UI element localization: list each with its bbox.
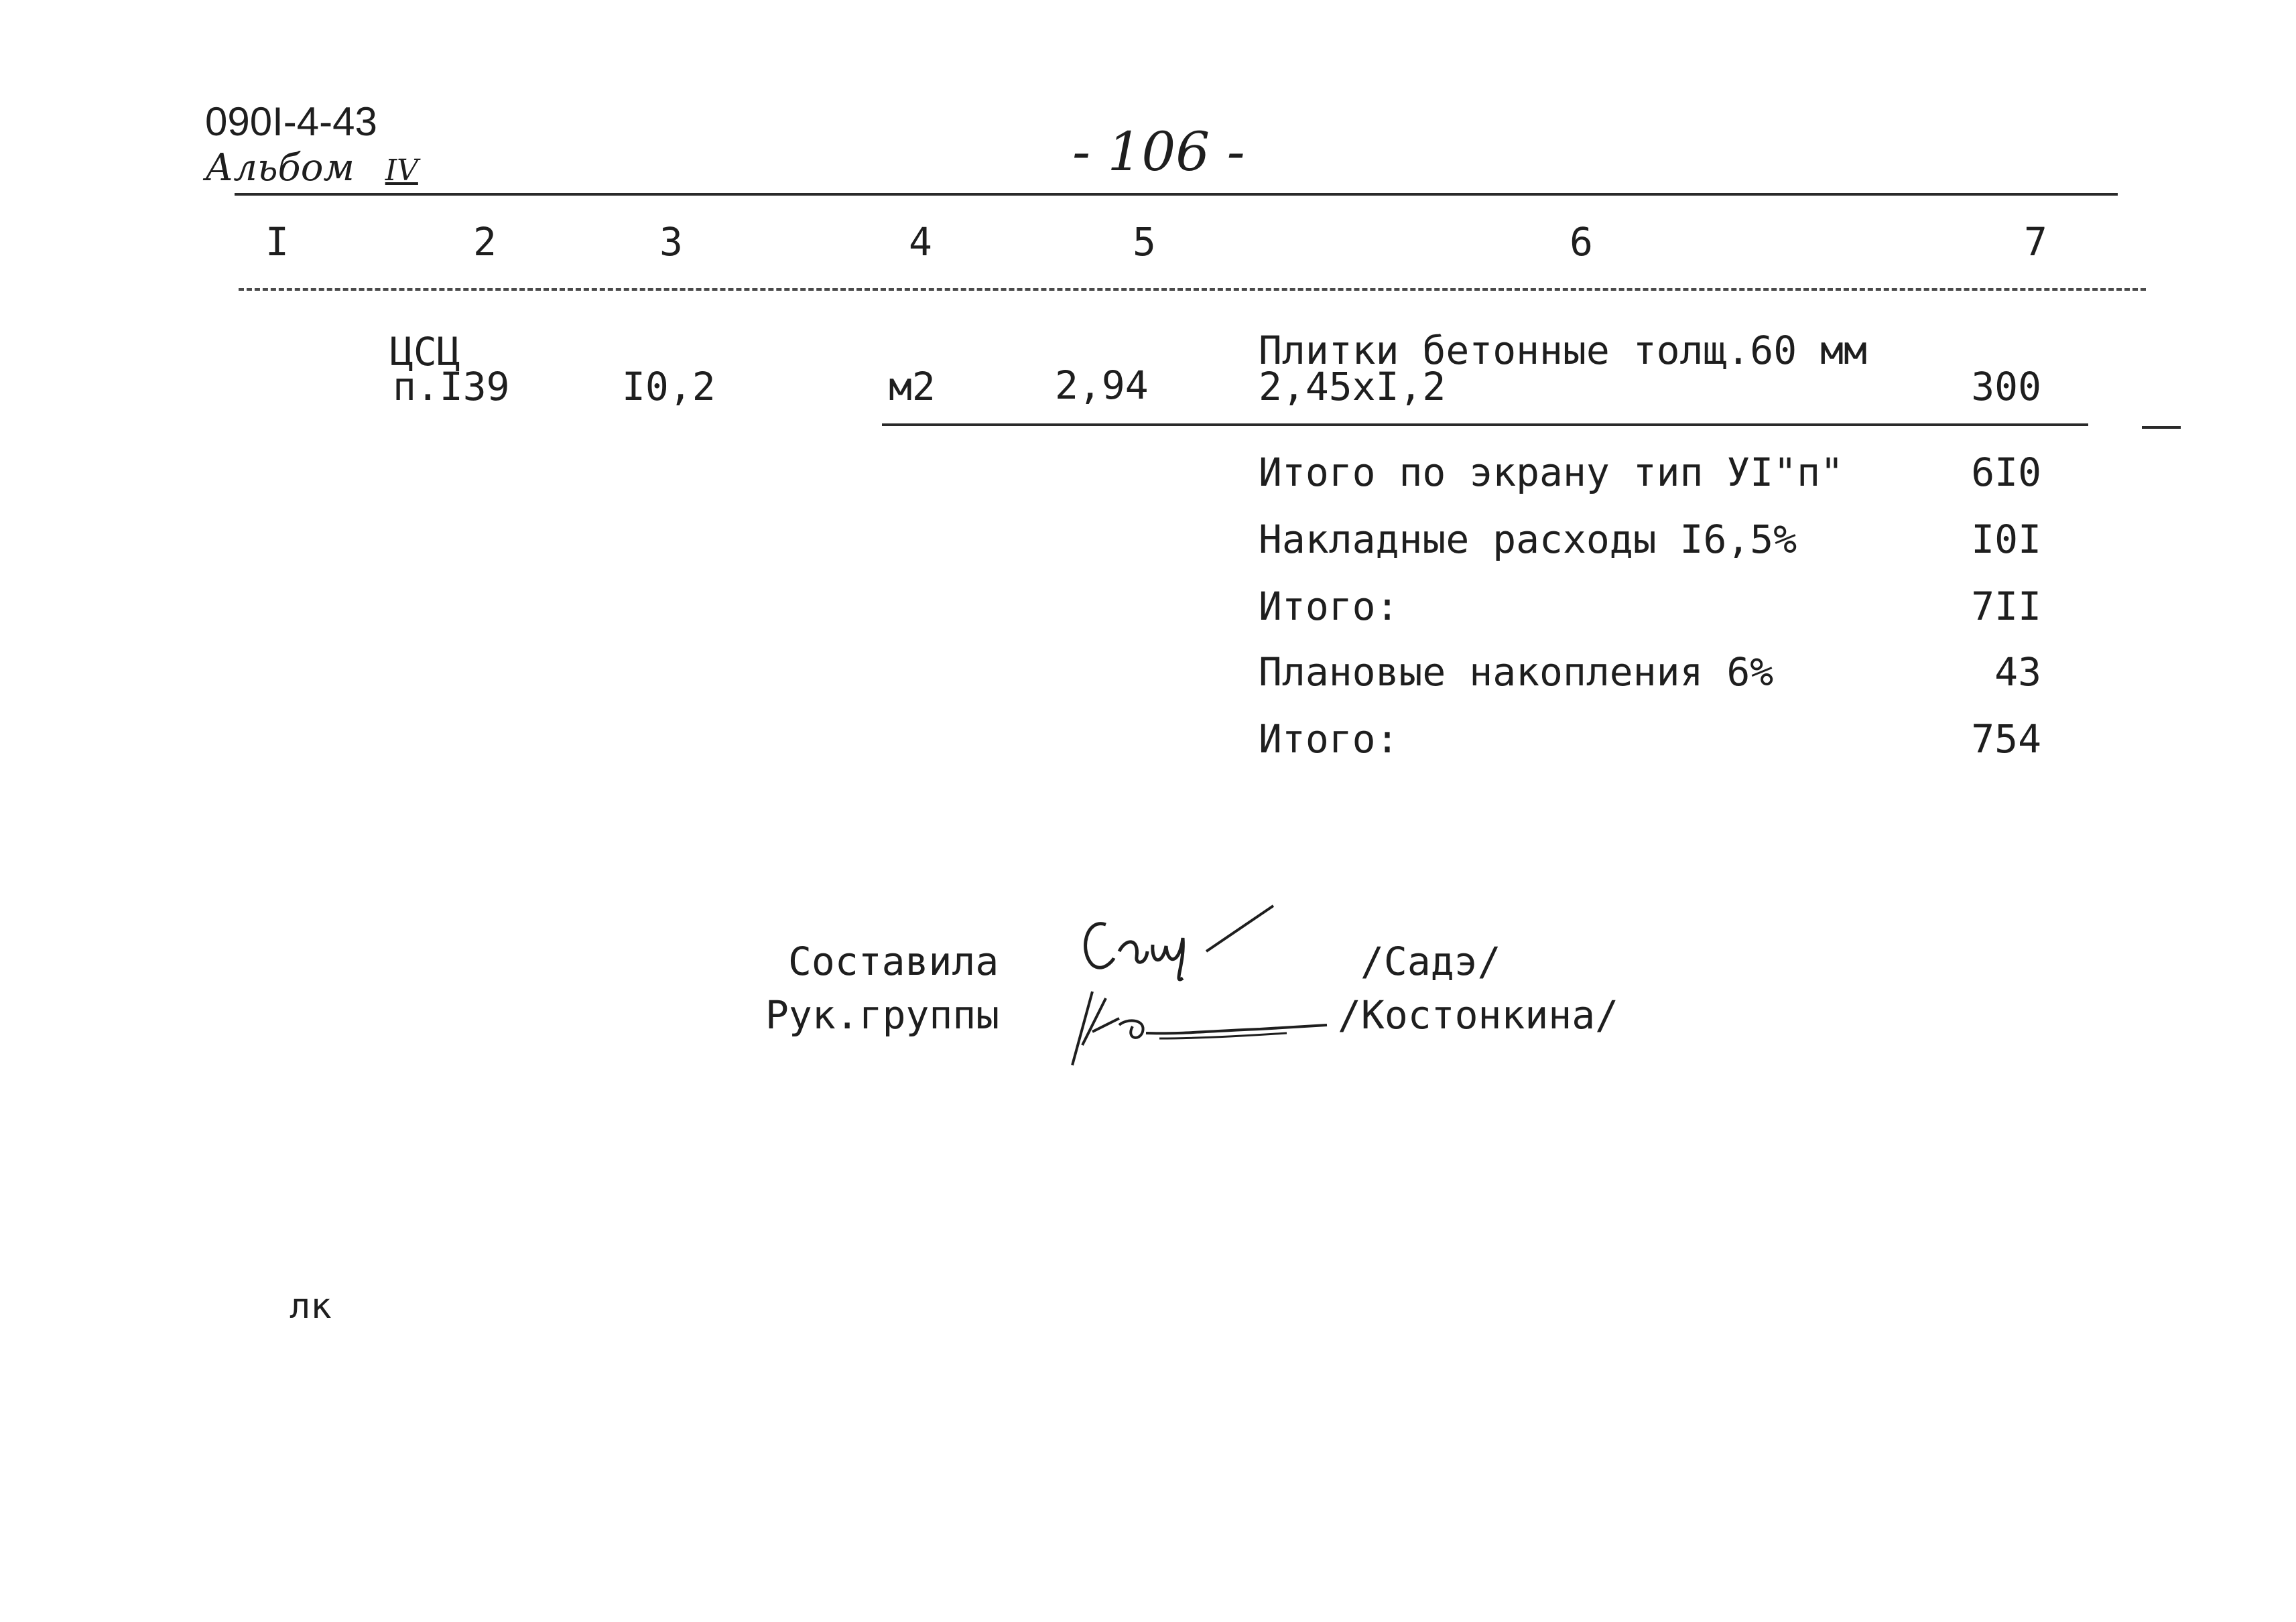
cell-description-line1: Плитки бетонные толщ.60 мм <box>1259 328 1867 373</box>
row-rule-extension <box>2142 426 2181 429</box>
album-label-text: Альбом <box>205 146 355 190</box>
column-number: 7 <box>2024 219 2047 265</box>
summary-label: Итого: <box>1259 584 1399 629</box>
column-number: 2 <box>473 219 497 265</box>
compiled-by-label: Составила <box>788 939 999 984</box>
album-number: IV <box>385 153 418 188</box>
cell-total: 300 <box>1971 364 2041 409</box>
summary-value: 43 <box>1994 649 2041 695</box>
compiled-by-name: /Садэ/ <box>1360 939 1501 984</box>
summary-label: Плановые накопления 6% <box>1259 649 1774 695</box>
cell-code-line1: ЦСЦ <box>390 329 460 375</box>
column-number: 3 <box>659 219 683 265</box>
signature-group-head <box>1045 978 1340 1072</box>
document-code: 090I-4-43 <box>205 99 377 144</box>
header-top-rule <box>235 193 2118 196</box>
summary-value: 754 <box>1971 716 2041 762</box>
summary-value: I0I <box>1971 517 2041 562</box>
row-rule <box>882 423 2088 426</box>
cell-description-line2: 2,45xI,2 <box>1259 364 1446 409</box>
column-number: I <box>265 219 289 265</box>
summary-label: Итого: <box>1259 716 1399 762</box>
cell-price: 2,94 <box>1055 362 1149 408</box>
album-label <box>205 146 418 190</box>
group-head-name: /Костонкина/ <box>1338 992 1619 1038</box>
summary-value: 7II <box>1971 584 2041 629</box>
cell-quantity: I0,2 <box>622 364 716 409</box>
column-number: 5 <box>1133 219 1156 265</box>
summary-label: Накладные расходы I6,5% <box>1259 517 1797 562</box>
summary-value: 6I0 <box>1971 450 2041 495</box>
cell-code-line2: п.I39 <box>393 364 510 409</box>
column-number: 4 <box>909 219 932 265</box>
column-header-rule <box>239 288 2146 291</box>
page-number: - 106 - <box>1072 121 1245 183</box>
group-head-label: Рук.группы <box>765 992 1000 1038</box>
footer-mark: лк <box>290 1286 332 1327</box>
cell-unit: м2 <box>889 364 936 409</box>
summary-label: Итого по экрану тип УI"п" <box>1259 450 1844 495</box>
column-number: 6 <box>1570 219 1593 265</box>
